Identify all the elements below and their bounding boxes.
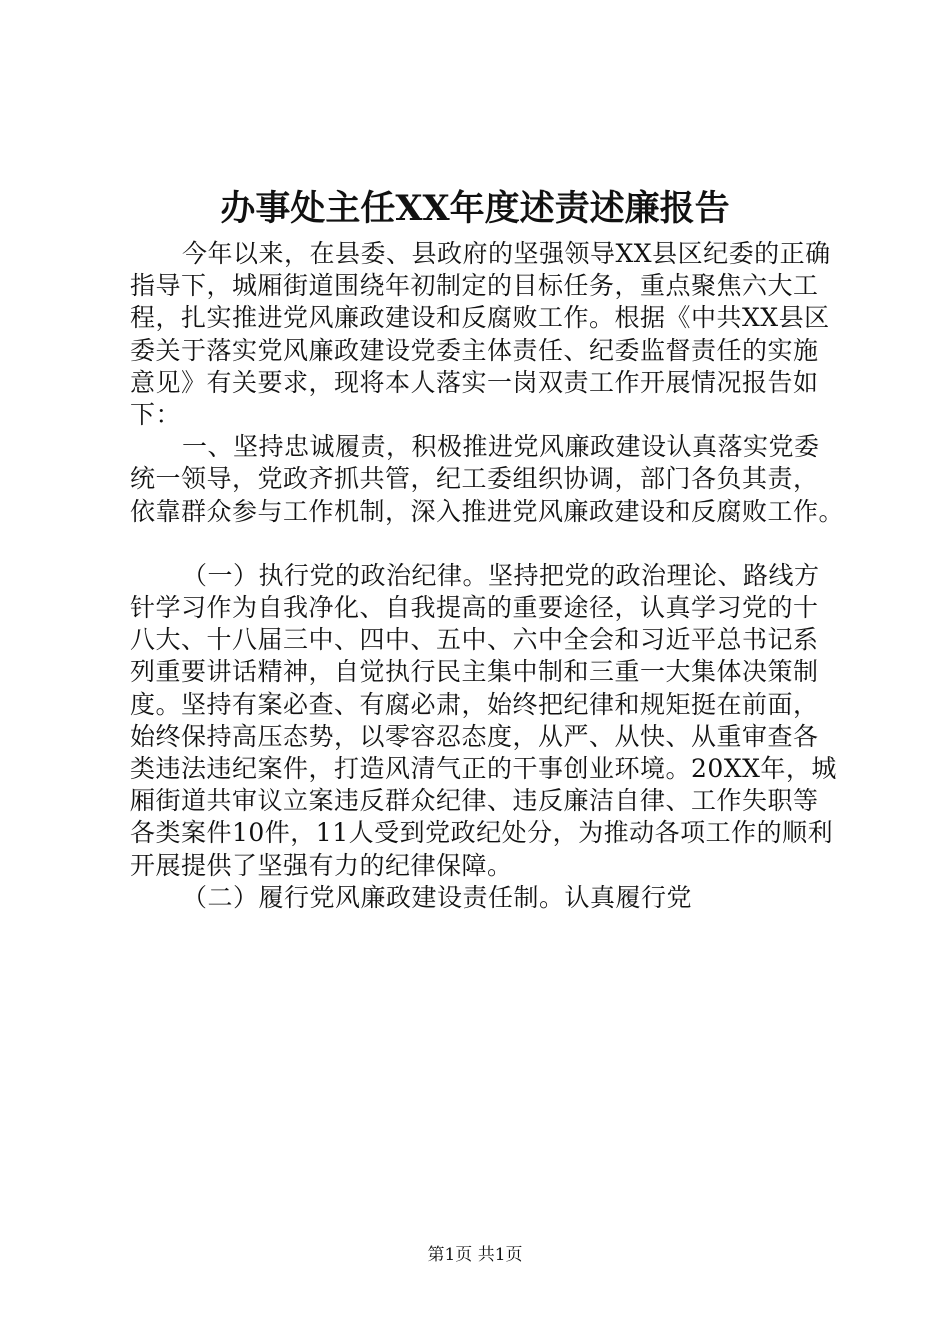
text-line: 指导下，城厢街道围绕年初制定的目标任务，重点聚焦六大工 xyxy=(130,271,819,301)
text-line: 开展提供了坚强有力的纪律保障。 xyxy=(130,850,513,880)
text-line: 始终保持高压态势，以零容忍态度，从严、从快、从重审查各 xyxy=(130,721,819,751)
page-footer: 第1页 共1页 xyxy=(427,1245,523,1265)
document-body xyxy=(130,238,845,914)
text-line: 程，扎实推进党风廉政建设和反腐败工作。根据《中共XX县区 xyxy=(130,303,830,333)
text-line: 八大、十八届三中、四中、五中、六中全会和习近平总书记系 xyxy=(130,625,819,655)
text-line: 依靠群众参与工作机制，深入推进党风廉政建设和反腐败工作。 xyxy=(130,496,845,526)
text-line: 列重要讲话精神，自觉执行民主集中制和三重一大集体决策制 xyxy=(130,657,819,687)
text-line: （二）履行党风廉政建设责任制。认真履行党 xyxy=(182,882,693,912)
text-line: 委关于落实党风廉政建设党委主体责任、纪委监督责任的实施 xyxy=(130,335,819,365)
text-line: 各类案件10件，11人受到党政纪处分，为推动各项工作的顺利 xyxy=(130,818,834,848)
text-line: 统一领导，党政齐抓共管，纪工委组织协调，部门各负其责， xyxy=(130,464,819,494)
text-line: 类违法违纪案件，打造风清气正的干事创业环境。20XX年，城 xyxy=(130,754,837,783)
text-line: 意见》有关要求，现将本人落实一岗双责工作开展情况报告如 xyxy=(130,367,819,397)
blank-line xyxy=(130,528,830,560)
text-line: 下： xyxy=(130,399,182,429)
text-line: 度。坚持有案必查、有腐必肃，始终把纪律和规矩挺在前面， xyxy=(130,689,819,719)
document-title: 办事处主任XX年度述责述廉报告 xyxy=(220,188,730,229)
text-line: 针学习作为自我净化、自我提高的重要途径，认真学习党的十 xyxy=(130,593,819,623)
text-line: 一、坚持忠诚履责，积极推进党风廉政建设认真落实党委 xyxy=(182,432,820,462)
text-line: 今年以来，在县委、县政府的坚强领导XX县区纪委的正确 xyxy=(182,239,831,268)
text-line: 厢街道共审议立案违反群众纪律、违反廉洁自律、工作失职等 xyxy=(130,786,819,816)
text-line: （一）执行党的政治纪律。坚持把党的政治理论、路线方 xyxy=(182,560,820,590)
